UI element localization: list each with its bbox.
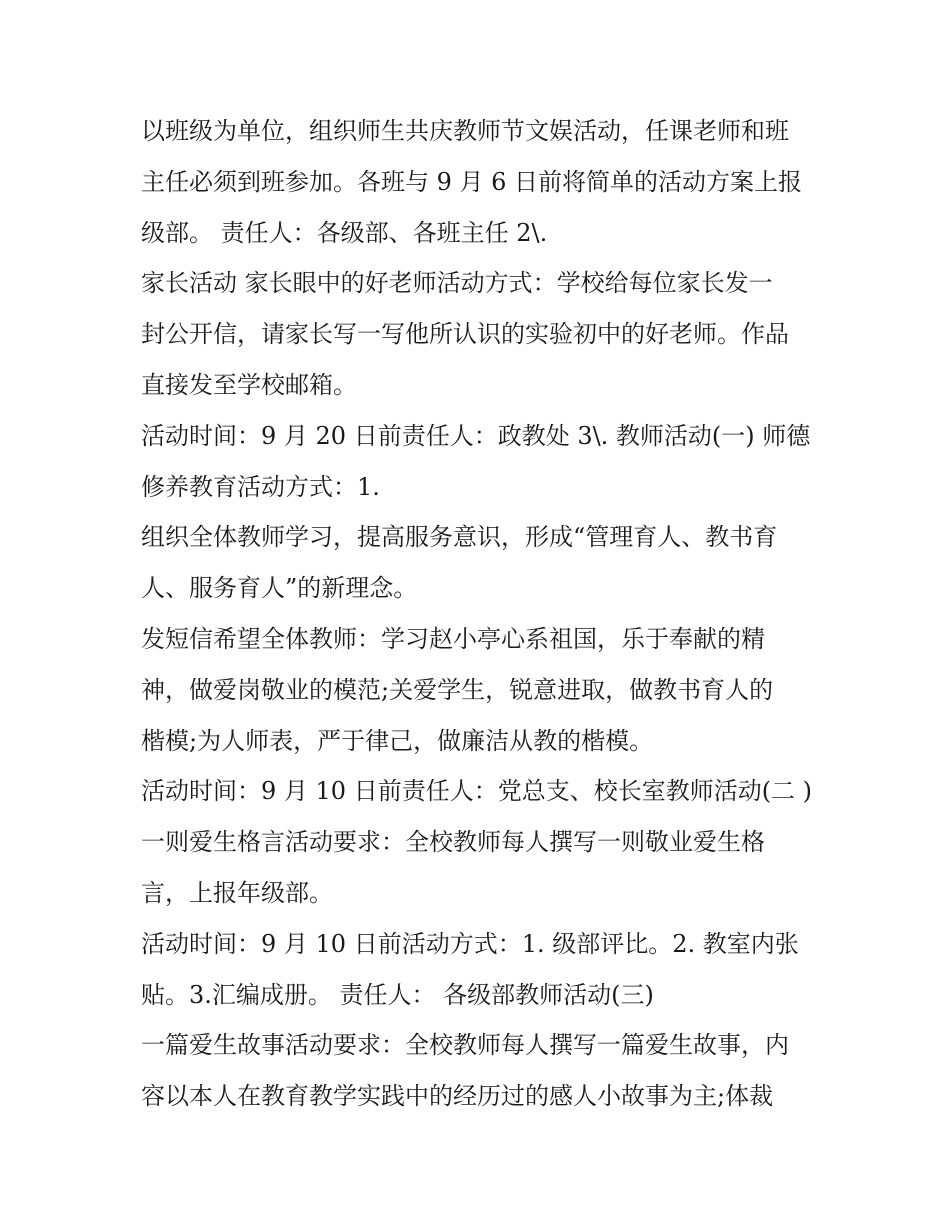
text-line-7: 活动时间：9 月 20 日前责任人：政教处 3\. 教师活动(一) 师德 — [141, 421, 811, 450]
text-line-11: 发短信希望全体教师：学习赵小亭心系祖国，乐于奉献的精 — [141, 624, 765, 653]
text-line-19: 一篇爱生故事活动要求：全校教师每人撰写一篇爱生故事，内 — [141, 1031, 789, 1060]
text-line-6: 直接发至学校邮箱。 — [141, 370, 357, 399]
document-body — [141, 106, 821, 1122]
text-line-5: 封公开信，请家长写一写他所认识的实验初中的好老师。作品 — [141, 320, 789, 349]
text-line-20: 容以本人在教育教学实践中的经历过的感人小故事为主;体裁 — [141, 1082, 774, 1111]
text-line-10: 人、服务育人”的新理念。 — [141, 574, 418, 603]
text-line-14: 活动时间：9 月 10 日前责任人：党总支、校长室教师活动(二 ) — [141, 777, 813, 806]
text-line-9: 组织全体教师学习，提高服务意识，形成“管理育人、教书育 — [141, 523, 778, 552]
text-line-3: 级部。 责任人：各级部、各班主任 2\. — [141, 218, 548, 247]
text-line-4: 家长活动 家长眼中的好老师活动方式：学校给每位家长发一 — [141, 269, 773, 298]
text-line-8: 修养教育活动方式：1. — [141, 472, 380, 501]
text-line-16: 言，上报年级部。 — [141, 878, 333, 907]
text-line-12: 神，做爱岗敬业的模范;关爱学生，锐意进取，做教书育人的 — [141, 675, 774, 704]
text-line-2: 主任必须到班参加。各班与 9 月 6 日前将简单的活动方案上报 — [141, 167, 803, 196]
text-line-1: 以班级为单位，组织师生共庆教师节文娱活动，任课老师和班 — [141, 117, 789, 145]
text-line-18: 贴。3.汇编成册。 责任人： 各级部教师活动(三) — [141, 980, 654, 1009]
text-line-17: 活动时间：9 月 10 日前活动方式：1. 级部评比。2. 教室内张 — [141, 929, 799, 958]
text-line-15: 一则爱生格言活动要求：全校教师每人撰写一则敬业爱生格 — [141, 828, 765, 857]
text-line-13: 楷模;为人师表，严于律己，做廉洁从教的楷模。 — [141, 726, 654, 755]
